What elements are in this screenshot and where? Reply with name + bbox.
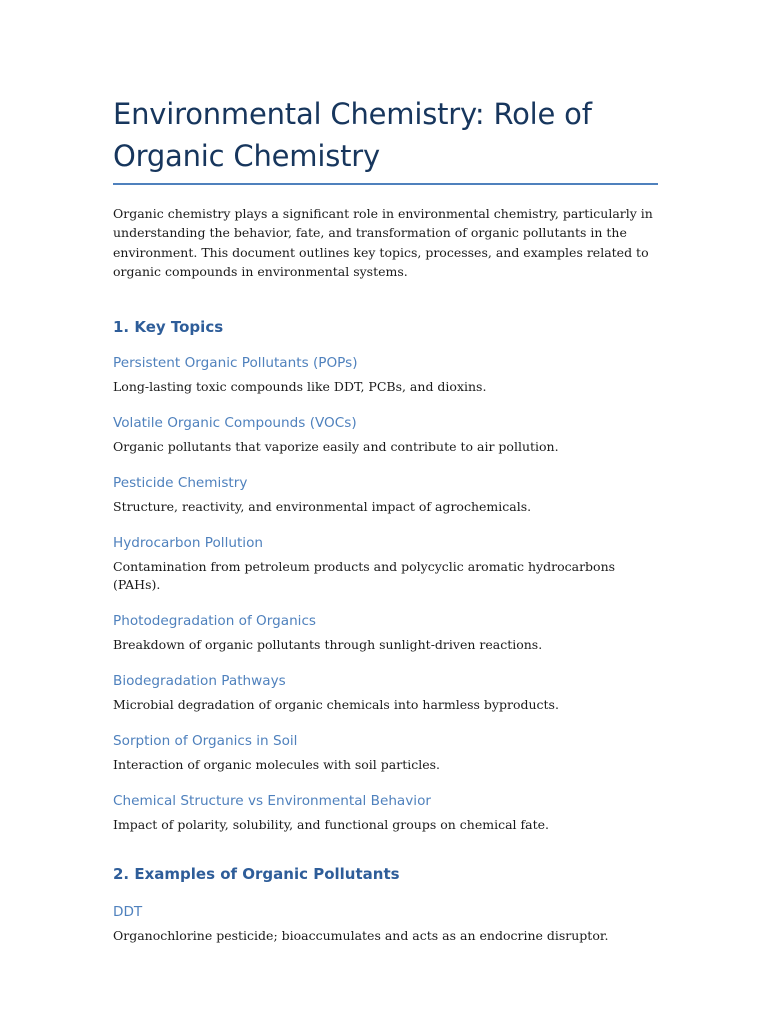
topic-item (113, 731, 658, 774)
example-title: DDT (113, 904, 143, 921)
topic-title: Pesticide Chemistry (113, 475, 248, 492)
example-item (113, 902, 658, 945)
topic-item (113, 791, 658, 834)
example-description: Organochlorine pesticide; bioaccumulates and acts as an endocrine disruptor. (113, 928, 609, 944)
topic-description: Breakdown of organic pollutants through sunlight-driven reactions. (113, 637, 543, 653)
topic-description: Interaction of organic molecules with soil particles. (113, 757, 441, 773)
topic-title: Persistent Organic Pollutants (POPs) (113, 355, 358, 372)
topic-item (113, 353, 658, 396)
example-list (113, 902, 658, 945)
section-heading: 2. Examples of Organic Pollutants (113, 865, 400, 884)
section-key-topics (113, 317, 658, 834)
topic-description: Long-lasting toxic compounds like DDT, PCBs, and dioxins. (113, 379, 487, 395)
document-content (113, 93, 658, 962)
topic-description: Structure, reactivity, and environmental impact of agrochemicals. (113, 499, 532, 515)
topic-description: Contamination from petroleum products and polycyclic aromatic hydrocarbons (PAHs). (113, 559, 616, 593)
topic-item (113, 611, 658, 654)
topic-title: Hydrocarbon Pollution (113, 535, 264, 552)
topic-description: Impact of polarity, solubility, and functional groups on chemical fate. (113, 817, 549, 833)
topic-title: Photodegradation of Organics (113, 613, 317, 630)
topic-item (113, 413, 658, 456)
page-title: Environmental Chemistry: Role of Organic Chemistry (113, 97, 592, 173)
topic-title: Sorption of Organics in Soil (113, 733, 298, 750)
topic-title: Chemical Structure vs Environmental Behavior (113, 793, 431, 810)
section-examples (113, 864, 658, 945)
topic-item (113, 533, 658, 594)
topic-title: Biodegradation Pathways (113, 673, 286, 690)
topic-description: Microbial degradation of organic chemicals into harmless byproducts. (113, 697, 559, 713)
topic-title: Volatile Organic Compounds (VOCs) (113, 415, 357, 432)
section-heading: 1. Key Topics (113, 318, 224, 337)
topic-list (113, 353, 658, 834)
intro-paragraph: Organic chemistry plays a significant role in environmental chemistry, particularly in understanding the behavior, fate, and transformation of organic pollutants in the environment. This document outlines key topics, processes, and examples related to organic compounds in environmental systems. (113, 206, 653, 279)
topic-item (113, 473, 658, 516)
title-divider (113, 183, 658, 185)
topic-item (113, 671, 658, 714)
topic-description: Organic pollutants that vaporize easily and contribute to air pollution. (113, 439, 559, 455)
